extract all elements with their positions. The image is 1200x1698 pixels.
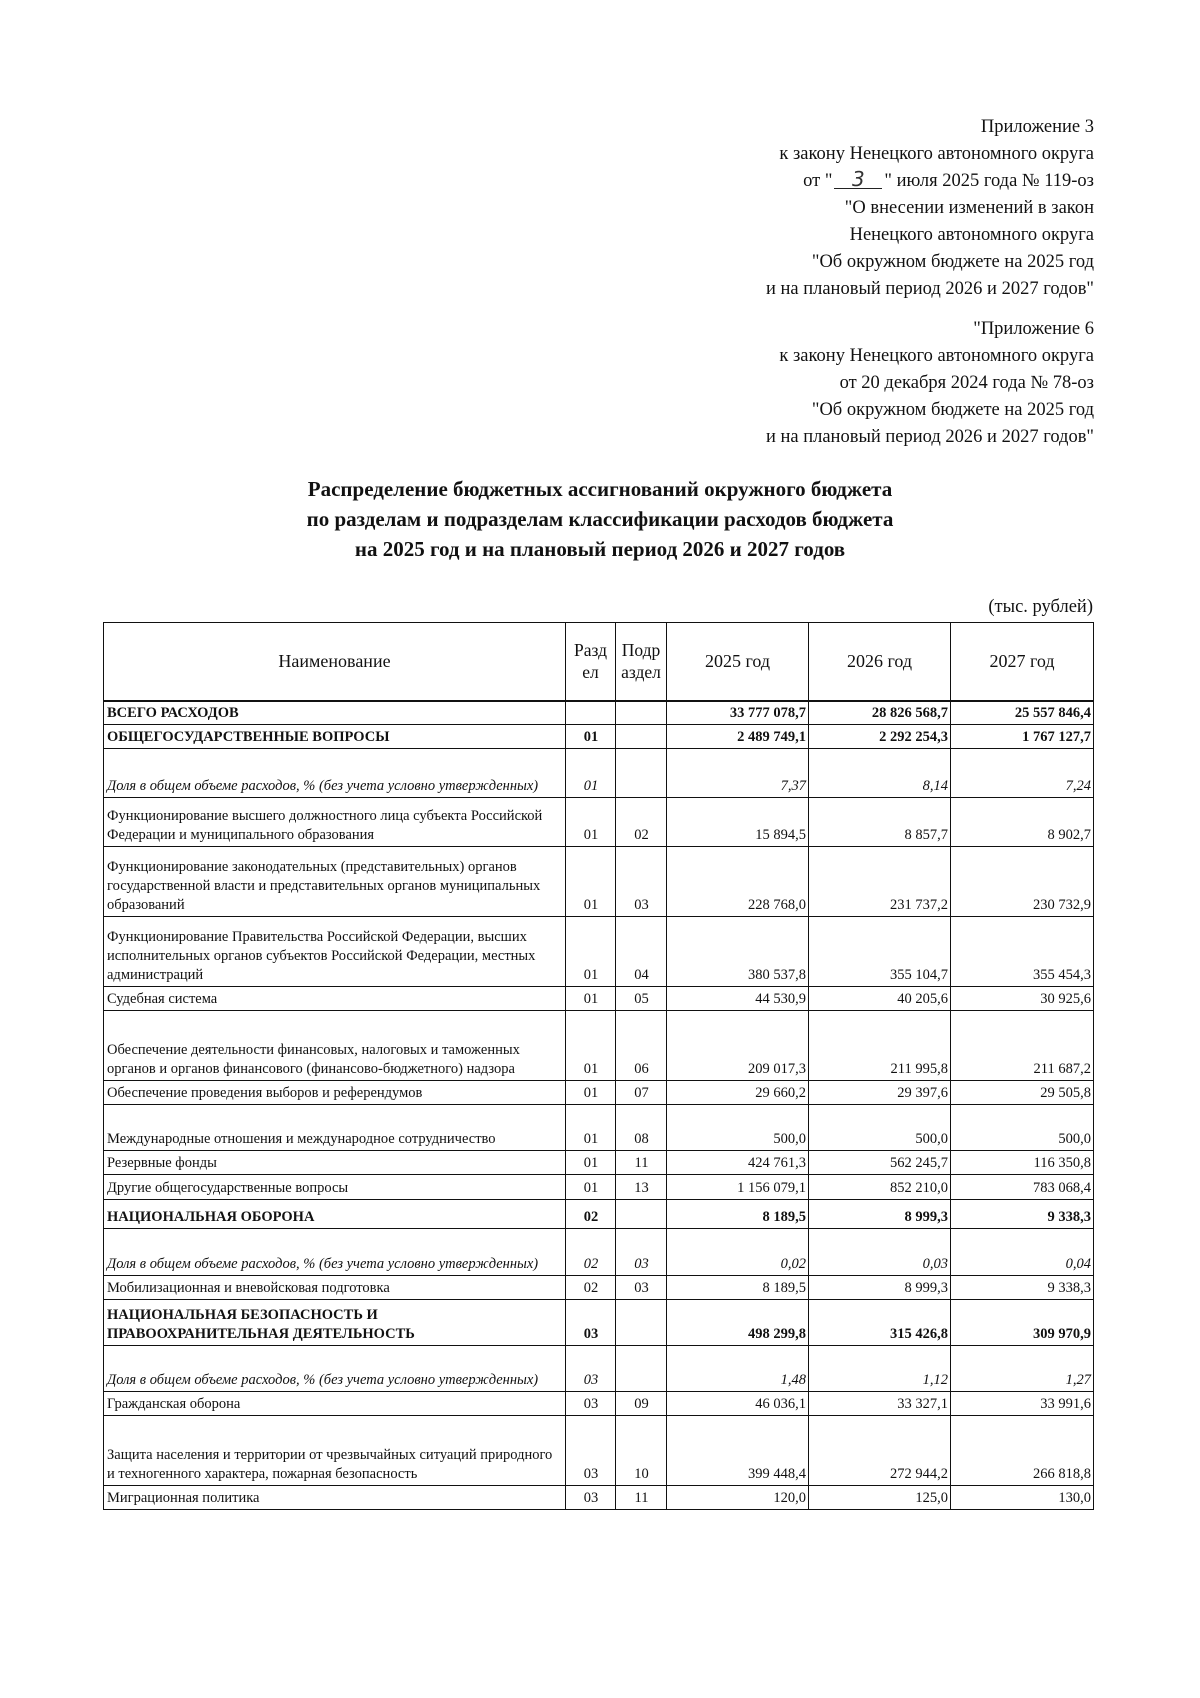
row-value-2027-cell: 266 818,8	[951, 1416, 1094, 1486]
row-name-cell: Доля в общем объеме расходов, % (без учета условно утвержденных)	[104, 749, 566, 798]
row-podrazdel-cell: 11	[616, 1151, 667, 1175]
handwritten-day: 3	[834, 170, 882, 189]
title-line: Распределение бюджетных ассигнований окружного бюджета	[307, 477, 893, 501]
row-value-2026-cell: 1,12	[809, 1346, 951, 1392]
row-podrazdel-cell	[616, 1300, 667, 1346]
row-value-2026-cell: 8 857,7	[809, 798, 951, 847]
row-razdel-cell: 01	[566, 1151, 616, 1175]
row-value-2027-cell: 211 687,2	[951, 1011, 1094, 1081]
row-name-cell: Резервные фонды	[104, 1151, 566, 1175]
row-podrazdel-cell: 04	[616, 917, 667, 987]
row-value-2027-cell: 500,0	[951, 1105, 1094, 1151]
row-value-2026-cell: 211 995,8	[809, 1011, 951, 1081]
row-podrazdel-cell: 02	[616, 798, 667, 847]
row-value-2026-cell: 28 826 568,7	[809, 701, 951, 725]
table-row	[104, 917, 1094, 987]
row-name-cell: ВСЕГО РАСХОДОВ	[104, 701, 566, 725]
appendix-3-line: Ненецкого автономного округа	[849, 225, 1094, 245]
row-value-2025-cell: 15 894,5	[667, 798, 809, 847]
row-value-2027-cell: 29 505,8	[951, 1081, 1094, 1105]
appendix-6-line: от 20 декабря 2024 года № 78-оз	[839, 373, 1094, 393]
row-podrazdel-cell: 13	[616, 1175, 667, 1200]
appendix-6-line: "Приложение 6	[973, 319, 1094, 339]
row-name-cell: ОБЩЕГОСУДАРСТВЕННЫЕ ВОПРОСЫ	[104, 725, 566, 749]
row-name-cell: Международные отношения и международное сотрудничество	[104, 1105, 566, 1151]
row-name-cell: Функционирование высшего должностного лица субъекта Российской Федерации и муниципального образования	[104, 798, 566, 847]
header-2025: 2025 год	[667, 623, 809, 701]
row-razdel-cell: 01	[566, 798, 616, 847]
table-row	[104, 1229, 1094, 1276]
row-razdel-cell: 01	[566, 1081, 616, 1105]
row-value-2025-cell: 1,48	[667, 1346, 809, 1392]
row-podrazdel-cell	[616, 749, 667, 798]
table-row	[104, 987, 1094, 1011]
budget-table	[103, 622, 1094, 1510]
row-value-2026-cell: 8 999,3	[809, 1276, 951, 1300]
row-value-2027-cell: 783 068,4	[951, 1175, 1094, 1200]
row-name-cell: Судебная система	[104, 987, 566, 1011]
row-value-2025-cell: 500,0	[667, 1105, 809, 1151]
row-razdel-cell: 01	[566, 725, 616, 749]
row-razdel-cell: 02	[566, 1200, 616, 1229]
row-value-2025-cell: 7,37	[667, 749, 809, 798]
table-row	[104, 749, 1094, 798]
row-value-2027-cell: 30 925,6	[951, 987, 1094, 1011]
date-suffix: " июля 2025 года № 119-оз	[884, 171, 1094, 191]
table-row	[104, 1416, 1094, 1486]
table-body	[104, 701, 1094, 1510]
row-value-2027-cell: 0,04	[951, 1229, 1094, 1276]
row-value-2026-cell: 8,14	[809, 749, 951, 798]
row-value-2026-cell: 562 245,7	[809, 1151, 951, 1175]
table-row	[104, 847, 1094, 917]
row-podrazdel-cell	[616, 725, 667, 749]
title-line: по разделам и подразделам классификации расходов бюджета	[306, 507, 894, 531]
table-row	[104, 798, 1094, 847]
table-row	[104, 701, 1094, 725]
table-row	[104, 1081, 1094, 1105]
row-razdel-cell: 01	[566, 917, 616, 987]
row-value-2027-cell: 33 991,6	[951, 1392, 1094, 1416]
header-name: Наименование	[104, 623, 566, 701]
row-value-2027-cell: 1 767 127,7	[951, 725, 1094, 749]
row-value-2026-cell: 231 737,2	[809, 847, 951, 917]
row-value-2026-cell: 40 205,6	[809, 987, 951, 1011]
table-row	[104, 1392, 1094, 1416]
row-razdel-cell: 03	[566, 1346, 616, 1392]
title-line: на 2025 год и на плановый период 2026 и 2027 годов	[354, 537, 846, 561]
table-row	[104, 1200, 1094, 1229]
header-podrazdel: Подр аздел	[616, 623, 667, 701]
row-name-cell: Гражданская оборона	[104, 1392, 566, 1416]
appendix-6-line: к закону Ненецкого автономного округа	[779, 346, 1094, 366]
row-name-cell: Функционирование Правительства Российской Федерации, высших исполнительных органов субъектов Российской Федерации, местных администраций	[104, 917, 566, 987]
row-podrazdel-cell: 06	[616, 1011, 667, 1081]
row-value-2025-cell: 209 017,3	[667, 1011, 809, 1081]
row-name-cell: Обеспечение проведения выборов и референдумов	[104, 1081, 566, 1105]
row-name-cell: Мобилизационная и вневойсковая подготовка	[104, 1276, 566, 1300]
row-razdel-cell: 01	[566, 1011, 616, 1081]
row-razdel-cell: 03	[566, 1486, 616, 1510]
row-value-2027-cell: 130,0	[951, 1486, 1094, 1510]
table-row	[104, 1486, 1094, 1510]
row-value-2027-cell: 8 902,7	[951, 798, 1094, 847]
row-podrazdel-cell: 08	[616, 1105, 667, 1151]
table-row	[104, 1276, 1094, 1300]
row-name-cell: Защита населения и территории от чрезвычайных ситуаций природного и техногенного характера, пожарная безопасность	[104, 1416, 566, 1486]
row-razdel-cell: 02	[566, 1276, 616, 1300]
row-podrazdel-cell: 03	[616, 847, 667, 917]
row-value-2025-cell: 46 036,1	[667, 1392, 809, 1416]
row-razdel-cell: 03	[566, 1416, 616, 1486]
row-podrazdel-cell: 10	[616, 1416, 667, 1486]
row-value-2027-cell: 230 732,9	[951, 847, 1094, 917]
row-name-cell: Доля в общем объеме расходов, % (без учета условно утвержденных)	[104, 1346, 566, 1392]
row-value-2027-cell: 116 350,8	[951, 1151, 1094, 1175]
row-value-2025-cell: 8 189,5	[667, 1276, 809, 1300]
row-podrazdel-cell: 07	[616, 1081, 667, 1105]
row-name-cell: НАЦИОНАЛЬНАЯ БЕЗОПАСНОСТЬ И ПРАВООХРАНИТЕЛЬНАЯ ДЕЯТЕЛЬНОСТЬ	[104, 1300, 566, 1346]
row-value-2025-cell: 8 189,5	[667, 1200, 809, 1229]
header-2027: 2027 год	[951, 623, 1094, 701]
appendix-3-header	[766, 114, 1094, 303]
table-row	[104, 1011, 1094, 1081]
appendix-3-line: "О внесении изменений в закон	[844, 198, 1094, 218]
table-row	[104, 1300, 1094, 1346]
appendix-3-line: Приложение 3	[980, 117, 1094, 137]
row-podrazdel-cell	[616, 1200, 667, 1229]
row-value-2026-cell: 2 292 254,3	[809, 725, 951, 749]
row-value-2025-cell: 399 448,4	[667, 1416, 809, 1486]
row-value-2027-cell: 355 454,3	[951, 917, 1094, 987]
appendix-6-line: и на плановый период 2026 и 2027 годов"	[765, 427, 1094, 447]
row-name-cell: НАЦИОНАЛЬНАЯ ОБОРОНА	[104, 1200, 566, 1229]
row-value-2026-cell: 0,03	[809, 1229, 951, 1276]
row-razdel-cell: 03	[566, 1300, 616, 1346]
header-razdel: Разд ел	[566, 623, 616, 701]
appendix-3-line: к закону Ненецкого автономного округа	[779, 144, 1094, 164]
row-razdel-cell: 01	[566, 847, 616, 917]
row-value-2026-cell: 272 944,2	[809, 1416, 951, 1486]
row-name-cell: Обеспечение деятельности финансовых, налоговых и таможенных органов и органов финансового (финансово-бюджетного) надзора	[104, 1011, 566, 1081]
row-value-2026-cell: 29 397,6	[809, 1081, 951, 1105]
row-razdel-cell: 01	[566, 987, 616, 1011]
row-value-2027-cell: 9 338,3	[951, 1200, 1094, 1229]
row-podrazdel-cell	[616, 701, 667, 725]
row-value-2026-cell: 315 426,8	[809, 1300, 951, 1346]
row-value-2027-cell: 1,27	[951, 1346, 1094, 1392]
row-value-2025-cell: 44 530,9	[667, 987, 809, 1011]
row-value-2025-cell: 29 660,2	[667, 1081, 809, 1105]
row-value-2025-cell: 380 537,8	[667, 917, 809, 987]
row-podrazdel-cell: 11	[616, 1486, 667, 1510]
row-value-2025-cell: 120,0	[667, 1486, 809, 1510]
row-podrazdel-cell: 03	[616, 1276, 667, 1300]
document-title	[0, 474, 1200, 564]
row-value-2026-cell: 355 104,7	[809, 917, 951, 987]
appendix-6-header	[766, 316, 1094, 451]
row-name-cell: Другие общегосударственные вопросы	[104, 1175, 566, 1200]
row-value-2025-cell: 228 768,0	[667, 847, 809, 917]
appendix-3-line: "Об окружном бюджете на 2025 год	[811, 252, 1094, 272]
row-value-2025-cell: 498 299,8	[667, 1300, 809, 1346]
row-podrazdel-cell: 03	[616, 1229, 667, 1276]
appendix-3-date-line	[766, 168, 1094, 195]
row-name-cell: Доля в общем объеме расходов, % (без учета условно утвержденных)	[104, 1229, 566, 1276]
row-name-cell: Миграционная политика	[104, 1486, 566, 1510]
table-row	[104, 1346, 1094, 1392]
row-razdel-cell: 03	[566, 1392, 616, 1416]
row-value-2027-cell: 9 338,3	[951, 1276, 1094, 1300]
row-value-2026-cell: 500,0	[809, 1105, 951, 1151]
row-value-2025-cell: 33 777 078,7	[667, 701, 809, 725]
row-name-cell: Функционирование законодательных (представительных) органов государственной власти и представительных органов муниципальных образований	[104, 847, 566, 917]
row-value-2025-cell: 1 156 079,1	[667, 1175, 809, 1200]
row-value-2026-cell: 852 210,0	[809, 1175, 951, 1200]
row-value-2027-cell: 25 557 846,4	[951, 701, 1094, 725]
row-value-2026-cell: 33 327,1	[809, 1392, 951, 1416]
row-value-2026-cell: 8 999,3	[809, 1200, 951, 1229]
row-podrazdel-cell	[616, 1346, 667, 1392]
table-row	[104, 1175, 1094, 1200]
row-value-2025-cell: 2 489 749,1	[667, 725, 809, 749]
table-row	[104, 1105, 1094, 1151]
table-row	[104, 725, 1094, 749]
row-podrazdel-cell: 05	[616, 987, 667, 1011]
row-podrazdel-cell: 09	[616, 1392, 667, 1416]
appendix-6-line: "Об окружном бюджете на 2025 год	[811, 400, 1094, 420]
row-razdel-cell: 01	[566, 1105, 616, 1151]
row-value-2025-cell: 424 761,3	[667, 1151, 809, 1175]
row-razdel-cell: 01	[566, 749, 616, 798]
table-header-row	[104, 623, 1094, 701]
row-razdel-cell: 01	[566, 1175, 616, 1200]
row-razdel-cell: 02	[566, 1229, 616, 1276]
units-label: (тыс. рублей)	[988, 597, 1093, 617]
appendix-3-line: и на плановый период 2026 и 2027 годов"	[765, 279, 1094, 299]
row-value-2026-cell: 125,0	[809, 1486, 951, 1510]
date-prefix: от "	[803, 171, 833, 191]
header-2026: 2026 год	[809, 623, 951, 701]
row-value-2027-cell: 7,24	[951, 749, 1094, 798]
row-value-2027-cell: 309 970,9	[951, 1300, 1094, 1346]
row-value-2025-cell: 0,02	[667, 1229, 809, 1276]
row-razdel-cell	[566, 701, 616, 725]
table-row	[104, 1151, 1094, 1175]
